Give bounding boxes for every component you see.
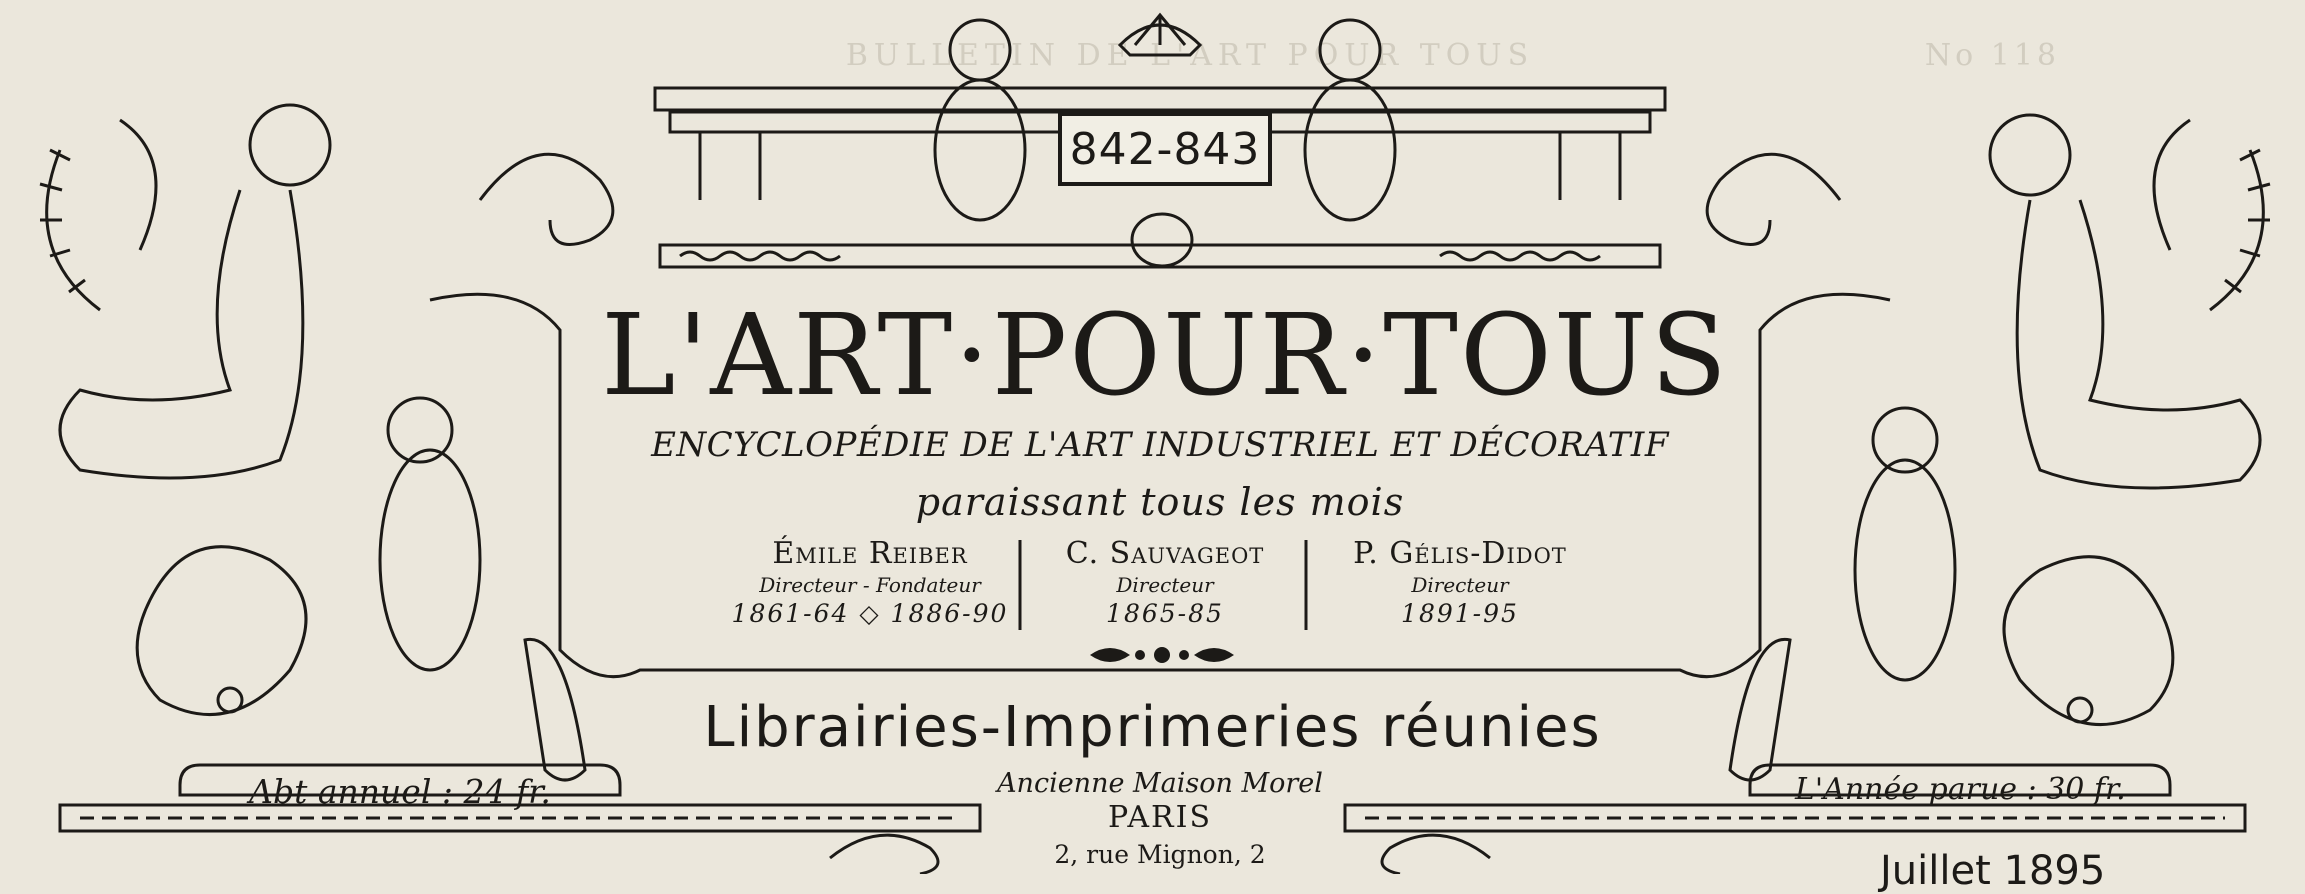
publisher-name: Librairies-Imprimeries réunies bbox=[703, 695, 1602, 760]
director-name: C. Sauvageot bbox=[1065, 536, 1265, 571]
cherub-lower-right-icon bbox=[1873, 408, 1937, 472]
director-role: Directeur bbox=[1116, 573, 1214, 597]
dolphin-right-icon bbox=[2004, 557, 2173, 725]
flourish-left-icon bbox=[830, 835, 938, 874]
scroll-right-icon bbox=[1730, 639, 1790, 780]
entablature-top-band bbox=[655, 88, 1665, 110]
director-years: 1891-95 bbox=[1401, 599, 1519, 628]
cherub-left-head-icon bbox=[950, 20, 1010, 80]
director-role: Directeur bbox=[1411, 573, 1509, 597]
publisher-address: 2, rue Mignon, 2 bbox=[1054, 840, 1266, 869]
director-role: Directeur - Fondateur bbox=[759, 573, 981, 597]
fleuron-icon bbox=[1090, 647, 1234, 663]
figure-right-body bbox=[2017, 200, 2260, 488]
director-years: 1861-64 ◇ 1886-90 bbox=[731, 599, 1009, 628]
faded-header-text: BULLETIN DE L'ART POUR TOUS bbox=[845, 38, 1535, 73]
right-scroll-icon bbox=[1707, 154, 1840, 244]
masthead-title: L'ART·POUR·TOUS bbox=[601, 291, 1729, 421]
publication-frequency: paraissant tous les mois bbox=[915, 480, 1405, 524]
laurel-left-icon bbox=[40, 150, 100, 310]
director-sauvageot bbox=[1030, 536, 1300, 628]
cherub-right-head-icon bbox=[1320, 20, 1380, 80]
scroll-left-icon bbox=[525, 639, 585, 780]
issue-date: Juillet 1895 bbox=[1880, 848, 2106, 894]
dolphin-left-icon bbox=[137, 547, 306, 715]
left-scroll-icon bbox=[480, 154, 613, 244]
figure-left-head-icon bbox=[250, 105, 330, 185]
flourish-right-icon bbox=[1382, 835, 1490, 874]
issue-number-box: 842-843 bbox=[1058, 112, 1272, 186]
director-reiber bbox=[720, 536, 1020, 628]
publisher-city: PARIS bbox=[1107, 800, 1213, 835]
director-gelis-didot bbox=[1315, 536, 1605, 628]
subscription-price: Abt annuel : 24 fr. bbox=[249, 772, 551, 811]
director-years: 1865-85 bbox=[1106, 599, 1224, 628]
laurel-right-icon bbox=[2210, 150, 2270, 310]
entablature-lower-band bbox=[660, 245, 1660, 267]
masthead-subtitle: ENCYCLOPÉDIE DE L'ART INDUSTRIEL ET DÉCORATIF bbox=[651, 425, 1669, 465]
director-name: Émile Reiber bbox=[772, 536, 968, 571]
year-issued-price: L'Année parue : 30 fr. bbox=[1795, 772, 2126, 807]
publisher-former-name: Ancienne Maison Morel bbox=[997, 768, 1323, 799]
figure-right-head-icon bbox=[1990, 115, 2070, 195]
figure-left-body bbox=[60, 190, 303, 478]
director-name: P. Gélis-Didot bbox=[1353, 536, 1567, 571]
mask-icon bbox=[1132, 214, 1192, 266]
faded-issue-number: No 118 bbox=[1924, 38, 2060, 73]
